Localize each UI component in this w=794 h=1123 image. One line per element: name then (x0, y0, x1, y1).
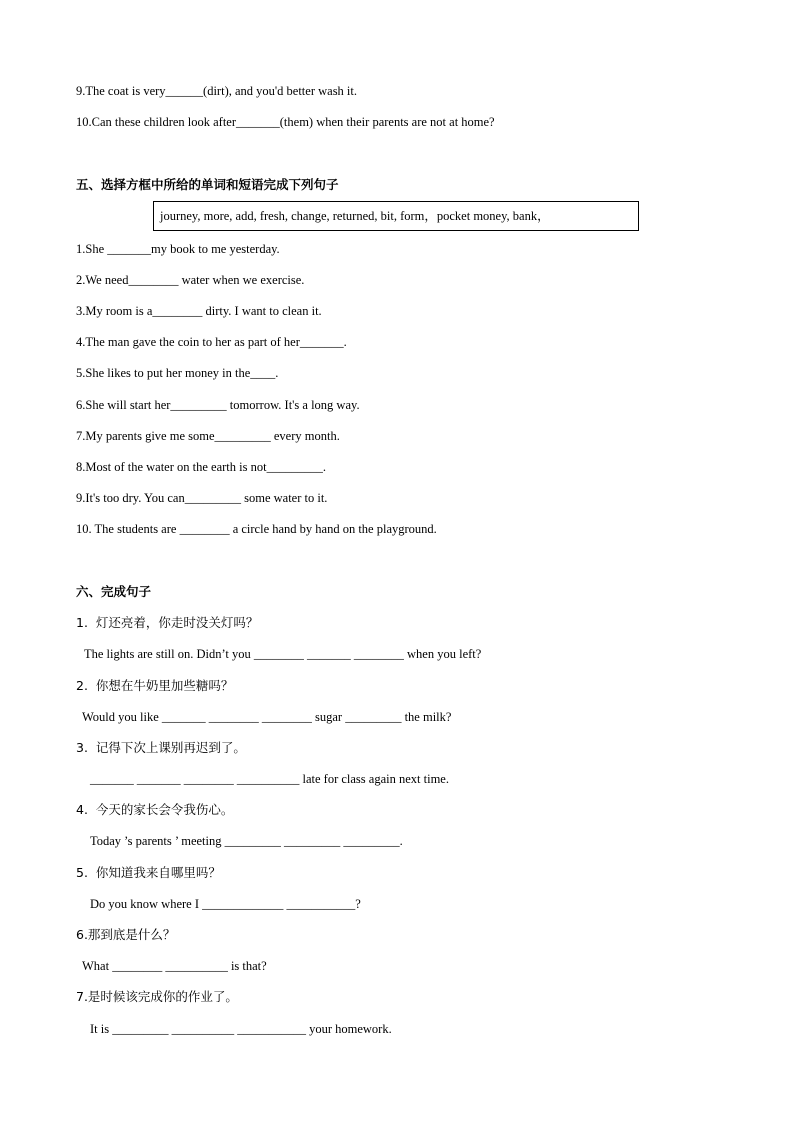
s6-item-7-chinese: 7.是时候该完成你的作业了。 (76, 989, 238, 1004)
s6-item-5-english: Do you know where I _____________ ___________? (90, 897, 361, 911)
s6-item-3-chinese: 3. 记得下次上课别再迟到了。 (76, 740, 246, 755)
s5-question-4: 4.The man gave the coin to her as part of her_______. (76, 335, 347, 349)
s6-item-4-chinese: 4. 今天的家长会令我伤心。 (76, 802, 234, 817)
s5-question-9: 9.It's too dry. You can_________ some water to it. (76, 491, 328, 505)
s6-item-3-english: _______ _______ ________ __________ late for class again next time. (90, 772, 449, 786)
s5-question-10: 10. The students are ________ a circle hand by hand on the playground. (76, 522, 437, 536)
s5-question-2: 2.We need________ water when we exercise. (76, 273, 305, 287)
section-6-heading: 六、完成句子 (76, 584, 152, 599)
s6-item-6-chinese: 6.那到底是什么？ (76, 927, 176, 942)
s5-question-8: 8.Most of the water on the earth is not_________. (76, 460, 326, 474)
s5-question-3: 3.My room is a________ dirty. I want to clean it. (76, 304, 322, 318)
s5-question-5: 5.She likes to put her money in the____. (76, 366, 279, 380)
question-10: 10.Can these children look after_______(them) when their parents are not at home? (76, 115, 495, 129)
s5-question-1: 1.She _______my book to me yesterday. (76, 242, 280, 256)
word-bank-box: journey, more, add, fresh, change, returned, bit, form，pocket money, bank， (153, 201, 639, 231)
s6-item-1-chinese: 1. 灯还亮着，你走时没关灯吗？ (76, 615, 259, 630)
s6-item-5-chinese: 5. 你知道我来自哪里吗？ (76, 865, 221, 880)
s5-question-7: 7.My parents give me some_________ every month. (76, 429, 340, 443)
s5-question-6: 6.She will start her_________ tomorrow. It's a long way. (76, 398, 360, 412)
s6-item-2-english: Would you like _______ ________ ________ sugar _________ the milk? (82, 710, 452, 724)
s6-item-4-english: Today ’s parents ’ meeting _________ _________ _________. (90, 834, 403, 848)
section-5-heading: 五、选择方框中所给的单词和短语完成下列句子 (76, 177, 339, 192)
s6-item-1-english: The lights are still on. Didn’t you ________ _______ ________ when you left? (84, 647, 482, 661)
s6-item-7-english: It is _________ __________ ___________ your homework. (90, 1022, 392, 1036)
question-9: 9.The coat is very______(dirt), and you'd better wash it. (76, 84, 357, 98)
s6-item-6-english: What ________ __________ is that? (82, 959, 267, 973)
s6-item-2-chinese: 2. 你想在牛奶里加些糖吗？ (76, 678, 234, 693)
